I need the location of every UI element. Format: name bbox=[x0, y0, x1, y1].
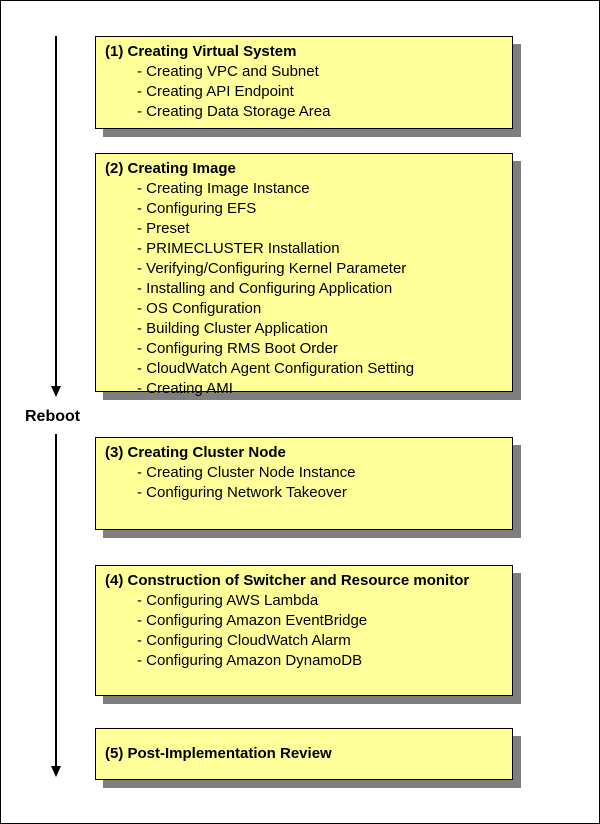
step-item: - Verifying/Configuring Kernel Parameter bbox=[137, 260, 407, 277]
step-box-4 bbox=[95, 565, 513, 696]
step-item: - Creating API Endpoint bbox=[137, 83, 294, 100]
step-item: - Creating VPC and Subnet bbox=[137, 63, 319, 80]
step-title: (1) Creating Virtual System bbox=[105, 43, 297, 60]
step-item: - PRIMECLUSTER Installation bbox=[137, 240, 340, 257]
step-item: - Creating Cluster Node Instance bbox=[137, 464, 356, 481]
step-item: - Configuring EFS bbox=[137, 200, 257, 217]
step-box-3 bbox=[95, 437, 513, 530]
step-item: - Preset bbox=[137, 220, 190, 237]
step-item: - Configuring Amazon DynamoDB bbox=[137, 652, 363, 669]
step-item: - OS Configuration bbox=[137, 300, 262, 317]
step-item: - Configuring AWS Lambda bbox=[137, 592, 319, 609]
step-item: - CloudWatch Agent Configuration Setting bbox=[137, 360, 415, 377]
step-item: - Building Cluster Application bbox=[137, 320, 328, 337]
step-item: - Configuring CloudWatch Alarm bbox=[137, 632, 351, 649]
step-item: - Creating AMI bbox=[137, 380, 233, 397]
step-item: - Installing and Configuring Application bbox=[137, 280, 393, 297]
step-item: - Creating Image Instance bbox=[137, 180, 310, 197]
step-item: - Configuring Amazon EventBridge bbox=[137, 612, 368, 629]
step-item: - Configuring RMS Boot Order bbox=[137, 340, 338, 357]
step-box-1 bbox=[95, 36, 513, 129]
step-item: - Configuring Network Takeover bbox=[137, 484, 347, 501]
step-box-2 bbox=[95, 153, 513, 397]
lower-arrow-head bbox=[51, 766, 61, 777]
reboot-label: Reboot bbox=[25, 408, 81, 425]
upper-arrow-head bbox=[51, 386, 61, 397]
step-title: (4) Construction of Switcher and Resource monitor bbox=[105, 572, 470, 589]
step-box-5 bbox=[95, 728, 513, 780]
step-title: (3) Creating Cluster Node bbox=[105, 444, 286, 461]
step-title: (2) Creating Image bbox=[105, 160, 236, 177]
step-title: (5) Post-Implementation Review bbox=[105, 745, 332, 762]
step-item: - Creating Data Storage Area bbox=[137, 103, 331, 120]
